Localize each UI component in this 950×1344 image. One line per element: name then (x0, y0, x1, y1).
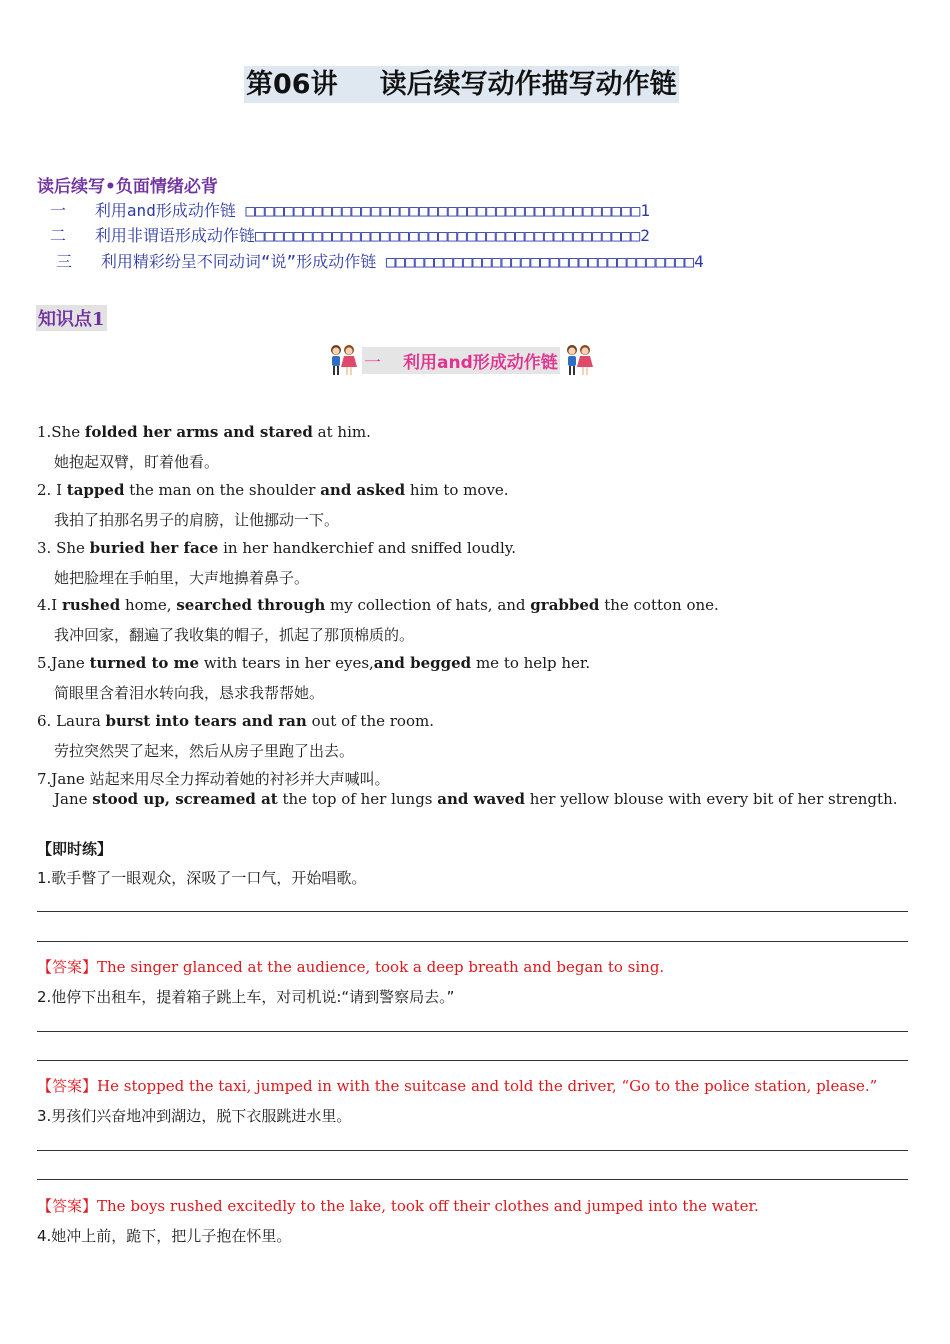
sentence-text: 3. She (37, 539, 90, 557)
practice-heading: 【即时练】 (37, 840, 113, 858)
answer-blank-line[interactable] (37, 941, 908, 942)
action-chain-phrase: and asked (320, 481, 406, 499)
action-chain-phrase: grabbed (530, 596, 600, 614)
action-chain-phrase: rushed (62, 596, 121, 614)
section-heading: 读后续写•负面情绪必背 (37, 177, 218, 197)
example-translation-zh: 我拍了拍那名男子的肩膀，让他挪动一下。 (54, 511, 340, 529)
toc-leader: □□□□□□□□□□□□□□□□□□□□□□□□□□□□□□□□ (385, 252, 695, 271)
toc-leader: □□□□□□□□□□□□□□□□□□□□□□□□□□□□□□□□□□□□□□□□ (254, 226, 641, 245)
toc-entry[interactable]: 三 利用精彩纷呈不同动词“说”形成动作链 □□□□□□□□□□□□□□□□□□□□□□□□□□□□□□□□4 (56, 252, 704, 271)
sentence-text: her yellow blouse with every bit of her strength. (524, 790, 898, 808)
lecture-number: 第06讲 (246, 69, 338, 100)
example-sentence-en (37, 538, 516, 558)
example-sentence-en (37, 480, 509, 500)
sentence-text: him to move. (405, 481, 509, 499)
practice-question: 1.歌手瞥了一眼观众，深吸了一口气，开始唱歌。 (37, 869, 367, 887)
sentence-text: my collection of hats, and (325, 596, 531, 614)
answer-blank-line[interactable] (37, 1150, 908, 1151)
kids-illustration-icon (562, 342, 596, 378)
toc-entry[interactable]: 一 利用and形成动作链 □□□□□□□□□□□□□□□□□□□□□□□□□□□□□□□□□□□□□□□□□1 (50, 201, 651, 220)
sentence-text: home, (120, 596, 177, 614)
sentence-text: in her handkerchief and sniffed loudly. (218, 539, 517, 557)
answer-blank-line[interactable] (37, 1031, 908, 1032)
example-translation-zh: 她抱起双臂，盯着他看。 (54, 453, 220, 471)
example-sentence-en (37, 595, 719, 615)
toc-leader: □□□□□□□□□□□□□□□□□□□□□□□□□□□□□□□□□□□□□□□□□ (245, 201, 641, 220)
example-sentence-en (37, 422, 371, 442)
action-chain-phrase: and waved (437, 790, 525, 808)
example-translation-zh: 7.Jane 站起来用尽全力挥动着她的衬衫并大声喊叫。 (37, 770, 390, 788)
example-translation-zh: 我冲回家，翻遍了我收集的帽子，抓起了那顶棉质的。 (54, 626, 415, 644)
example-sentence-en (37, 711, 434, 731)
sentence-text: 5.Jane (37, 654, 90, 672)
sentence-text: with tears in her eyes, (199, 654, 374, 672)
example-sentence-en (54, 789, 898, 809)
toc-entry[interactable]: 二 利用非谓语形成动作链□□□□□□□□□□□□□□□□□□□□□□□□□□□□□□□□□□□□□□□□2 (50, 226, 650, 245)
sentence-text: out of the room. (306, 712, 434, 730)
sentence-text: 1.She (37, 423, 85, 441)
example-translation-zh: 劳拉突然哭了起来，然后从房子里跑了出去。 (54, 742, 355, 760)
action-chain-phrase: tapped (66, 481, 125, 499)
subsection-banner (326, 340, 596, 380)
example-translation-zh: 她把脸埋在手帕里，大声地擤着鼻子。 (54, 569, 310, 587)
subsection-title: 一 利用and形成动作链 (362, 347, 560, 374)
practice-answer: 【答案】The singer glanced at the audience, took a deep breath and began to sing. (37, 958, 665, 976)
sentence-text: the top of her lungs (277, 790, 438, 808)
action-chain-phrase: turned to me (89, 654, 200, 672)
sentence-text: me to help her. (471, 654, 591, 672)
kids-illustration-icon (326, 342, 360, 378)
practice-question: 2.他停下出租车，提着箱子跳上车，对司机说:“请到警察局去。” (37, 988, 455, 1006)
action-chain-phrase: searched through (176, 596, 326, 614)
practice-question: 3.男孩们兴奋地冲到湖边，脱下衣服跳进水里。 (37, 1107, 352, 1125)
example-sentence-en (37, 653, 590, 673)
answer-blank-line[interactable] (37, 1060, 908, 1061)
sentence-text: 2. I (37, 481, 67, 499)
action-chain-phrase: and begged (373, 654, 472, 672)
practice-question: 4.她冲上前，跪下，把儿子抱在怀里。 (37, 1227, 292, 1245)
answer-blank-line[interactable] (37, 1179, 908, 1180)
lecture-topic: 读后续写动作描写动作链 (379, 69, 677, 100)
example-translation-zh: 简眼里含着泪水转向我，恳求我帮帮她。 (54, 684, 325, 702)
sentence-text: the man on the shoulder (124, 481, 321, 499)
action-chain-phrase: burst into tears and ran (105, 712, 307, 730)
sentence-text: 4.I (37, 596, 63, 614)
page-title (244, 66, 679, 103)
sentence-text: 6. Laura (37, 712, 106, 730)
practice-answer: 【答案】The boys rushed excitedly to the lake, took off their clothes and jumped into the water. (37, 1197, 759, 1215)
practice-answer: 【答案】He stopped the taxi, jumped in with the suitcase and told the driver, “Go to the police station, please.” (37, 1077, 878, 1095)
sentence-text: Jane (54, 790, 93, 808)
action-chain-phrase: stood up, screamed at (92, 790, 278, 808)
action-chain-phrase: buried her face (89, 539, 219, 557)
action-chain-phrase: folded her arms and stared (84, 423, 313, 441)
sentence-text: the cotton one. (599, 596, 719, 614)
answer-blank-line[interactable] (37, 911, 908, 912)
sentence-text: at him. (312, 423, 371, 441)
knowledge-point-label: 知识点1 (36, 305, 107, 331)
